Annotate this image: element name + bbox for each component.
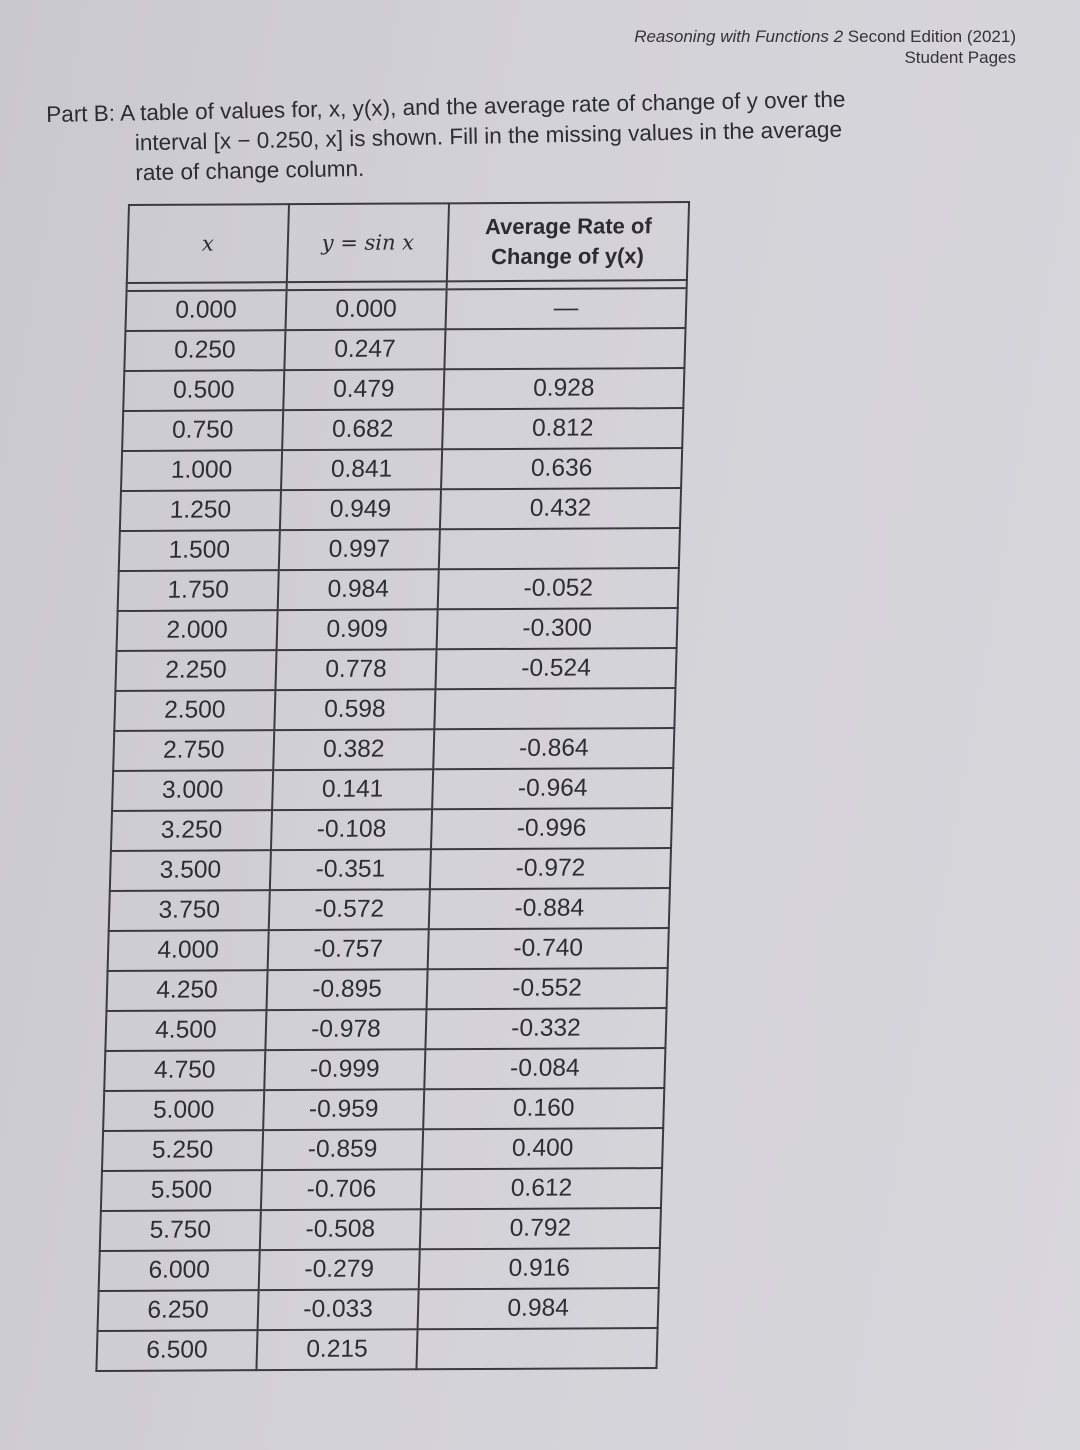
cell-rate: -0.052 [438,568,679,609]
cell-x: 0.750 [122,410,283,451]
table-row [96,1328,657,1371]
table-row [98,1288,659,1331]
cell-y: 0.984 [278,569,439,610]
cell-rate: 0.432 [440,488,681,529]
table-header-row [127,202,689,283]
cell-x: 5.500 [101,1170,262,1211]
table-row [100,1208,661,1251]
cell-y: -0.279 [259,1249,420,1290]
cell-rate: -0.864 [433,728,674,769]
cell-rate: -0.332 [425,1008,666,1049]
page-header [634,26,1016,68]
prompt-line-1: Part B: A table of values for, x, y(x), and the average rate of change of y over the [46,86,846,127]
header-y: y = sin x [287,203,449,282]
cell-rate: -0.972 [430,848,671,889]
cell-rate: -0.996 [431,808,672,849]
cell-x: 6.000 [99,1250,260,1291]
table-row [119,528,680,571]
table-row [99,1248,660,1291]
table-row [103,1088,664,1131]
cell-y: -0.572 [269,889,430,930]
cell-rate[interactable] [434,688,675,729]
table-row [106,968,667,1011]
cell-y: -0.757 [268,929,429,970]
cell-x: 1.000 [121,450,282,491]
cell-y: -0.978 [265,1009,426,1050]
table-row [113,728,674,771]
header-x: x [127,204,289,283]
cell-rate: 0.928 [443,368,684,409]
table-row [110,848,671,891]
cell-x: 1.500 [119,530,280,571]
cell-x: 6.500 [96,1330,257,1371]
cell-y: 0.682 [282,409,443,450]
cell-y: 0.000 [285,289,446,330]
cell-x: 4.250 [106,970,267,1011]
cell-y: 0.382 [273,729,434,770]
table-row [117,608,678,651]
table-row [105,1008,666,1051]
table-row [123,368,684,411]
cell-x: 3.500 [110,850,271,891]
cell-rate: 0.612 [421,1168,662,1209]
table-row [124,328,685,371]
table-row [120,488,681,531]
table-row [115,648,676,691]
table-row [101,1168,662,1211]
table-row [109,888,670,931]
cell-rate: -0.740 [428,928,669,969]
cell-x: 5.000 [103,1090,264,1131]
cell-y: -0.959 [263,1089,424,1130]
cell-rate[interactable] [439,528,680,569]
table-row [112,768,673,811]
header-rate-line-1: Average Rate of [484,213,653,240]
cell-x: 0.000 [125,290,286,331]
cell-rate: 0.400 [422,1128,663,1169]
cell-x: 1.750 [118,570,279,611]
table-row [108,928,669,971]
cell-x: 3.250 [111,810,272,851]
cell-y: 0.247 [284,329,445,370]
header-rate-line-2: Change of y(x) [490,243,645,270]
question-prompt [46,82,1008,190]
cell-x: 6.250 [98,1290,259,1331]
cell-rate: -0.964 [432,768,673,809]
cell-rate: 0.812 [442,408,683,449]
cell-y: 0.997 [279,529,440,570]
edition-text: Second Edition (2021) [843,27,1016,46]
cell-x: 4.000 [108,930,269,971]
cell-y: 0.598 [274,689,435,730]
cell-y: -0.895 [266,969,427,1010]
cell-rate: -0.300 [437,608,678,649]
cell-y: -0.706 [261,1169,422,1210]
cell-x: 5.250 [102,1130,263,1171]
header-title-line [634,26,1016,47]
table-row [111,808,672,851]
values-table [95,201,690,1372]
cell-x: 4.500 [105,1010,266,1051]
table-row [125,288,686,331]
cell-x: 2.000 [117,610,278,651]
cell-rate: 0.636 [441,448,682,489]
header-subtitle: Student Pages [904,48,1016,67]
cell-rate: 0.160 [423,1088,664,1129]
cell-rate: 0.792 [420,1208,661,1249]
cell-rate: — [446,288,687,329]
cell-rate: 0.984 [418,1288,659,1329]
cell-x: 2.750 [113,730,274,771]
cell-x: 2.500 [114,690,275,731]
table-row [122,408,683,451]
cell-rate: -0.884 [429,888,670,929]
table-row [104,1048,665,1091]
cell-rate[interactable] [444,328,685,369]
table-row [114,688,675,731]
table-row [102,1128,663,1171]
cell-x: 0.250 [124,330,285,371]
cell-y: 0.778 [275,649,436,690]
cell-y: 0.479 [283,369,444,410]
prompt-line-2: interval [x − 0.250, x] is shown. Fill in the missing values in the average [134,116,843,156]
cell-x: 5.750 [100,1210,261,1251]
cell-y: 0.841 [281,449,442,490]
cell-x: 0.500 [123,370,284,411]
cell-y: -0.508 [260,1209,421,1250]
cell-rate: 0.916 [419,1248,660,1289]
values-table-container [95,201,690,1372]
cell-rate: -0.524 [435,648,676,689]
cell-y: -0.108 [271,809,432,850]
cell-rate: -0.084 [424,1048,665,1089]
cell-y: 0.141 [272,769,433,810]
cell-y: 0.949 [280,489,441,530]
cell-x: 3.750 [109,890,270,931]
cell-y: 0.215 [256,1329,417,1370]
cell-y: -0.999 [264,1049,425,1090]
cell-rate: -0.552 [427,968,668,1009]
table-row [118,568,679,611]
book-title: Reasoning with Functions 2 [634,27,844,46]
table-row [121,448,682,491]
header-rate [447,202,689,281]
cell-x: 3.000 [112,770,273,811]
cell-x: 4.750 [104,1050,265,1091]
cell-x: 1.250 [120,490,281,531]
cell-y: -0.351 [270,849,431,890]
cell-x: 2.250 [115,650,276,691]
cell-y: -0.033 [258,1289,419,1330]
cell-y: -0.859 [262,1129,423,1170]
table-body [96,288,686,1371]
prompt-line-3: rate of change column. [135,155,365,186]
cell-rate[interactable] [416,1328,657,1369]
cell-y: 0.909 [277,609,438,650]
